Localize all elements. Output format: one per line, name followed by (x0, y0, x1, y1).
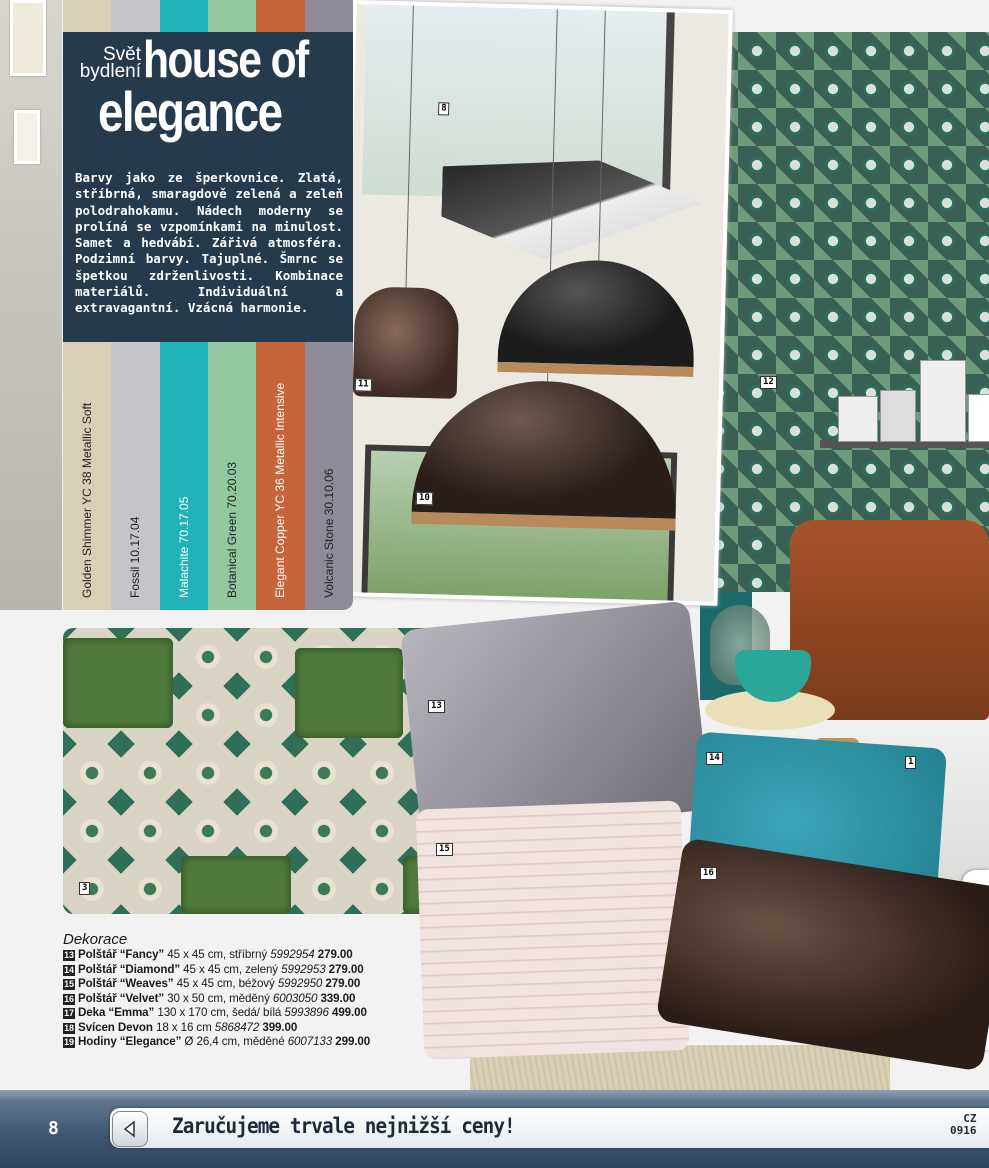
product-caption (63, 932, 423, 1050)
wall-shelf (820, 440, 989, 448)
product-code: 6007133 (287, 1035, 333, 1048)
product-name: Polštář “Fancy” (78, 948, 165, 961)
product-price: 399.00 (259, 1020, 298, 1034)
product-price: 279.00 (314, 948, 353, 961)
product-code: 5993896 (284, 1006, 329, 1019)
product-number: 13 (64, 950, 74, 960)
product-desc: 30 x 50 cm, měděný (164, 991, 273, 1005)
swatch-malachite: Malachite 70.17.05 (160, 342, 208, 610)
product-line (63, 1021, 423, 1036)
product-price: 279.00 (322, 977, 361, 990)
product-name: Hodiny “Elegance” (78, 1035, 182, 1048)
page-number: 8 (48, 1118, 59, 1139)
product-code: 5992954 (270, 948, 315, 961)
pillow-weaves (416, 800, 690, 1059)
leather-sofa (790, 520, 989, 720)
product-line (63, 948, 423, 963)
item-tag: 8 (438, 102, 450, 115)
product-price: 339.00 (317, 991, 356, 1005)
item-tag: 14 (706, 752, 723, 765)
product-name: Svícen Devon (78, 1020, 153, 1034)
product-line (63, 1035, 423, 1050)
triangle-left-icon (121, 1120, 139, 1138)
swatch-fossil: Fossil 10.17.04 (111, 342, 159, 610)
color-swatches (63, 342, 353, 610)
color-strip-top (63, 0, 353, 32)
product-number: 15 (64, 979, 74, 989)
swatch-volcanic-stone: Volcanic Stone 30.10.06 (305, 342, 353, 610)
product-line (63, 963, 423, 978)
product-desc: 45 x 45 cm, stříbrný (164, 948, 271, 961)
page-title-second-line: elegance (98, 80, 282, 143)
wallpaper-photo (700, 32, 989, 592)
item-tag: 3 (79, 882, 90, 895)
caption-heading: Dekorace (63, 931, 128, 948)
product-line (63, 977, 423, 992)
page-title: house of (143, 31, 308, 89)
product-list (63, 948, 423, 1050)
product-name: Deka “Emma” (78, 1006, 155, 1019)
product-code: 6003050 (272, 991, 318, 1005)
item-tag: 12 (760, 376, 777, 389)
product-name: Polštář “Diamond” (78, 962, 181, 976)
previous-page-button[interactable] (112, 1111, 148, 1147)
product-desc: 45 x 45 cm, béžový (173, 977, 278, 990)
swatch-botanical-green: Botanical Green 70.20.03 (208, 342, 256, 610)
product-name: Polštář “Weaves” (78, 977, 174, 990)
product-number: 17 (64, 1008, 74, 1018)
item-tag: 15 (436, 843, 453, 856)
product-name: Polštář “Velvet” (78, 991, 165, 1005)
large-dome-lamp (411, 378, 679, 531)
product-number: 19 (64, 1037, 74, 1047)
swatch-elegant-copper: Elegant Copper YC 36 Metallic Intensive (256, 342, 304, 610)
product-price: 299.00 (332, 1035, 371, 1048)
black-dome-lamp (497, 258, 696, 377)
intro-text: Barvy jako ze šperkovnice. Zlatá, stříbrná, smaragdově zelená a zeleň polodrahokamu. Nádech moderny se prolíná se vzpomínkami na minulost. Samet a hedvábí. Zářivá atmosféra. Podzimní barvy. Tajuplné. Šmrnc se špetkou zdrženlivosti. Kombinace materiálů. Individuální a extravagantní. Vzácná harmonie. (75, 170, 343, 316)
product-number: 18 (64, 1022, 74, 1033)
title-panel (63, 32, 353, 342)
pendant-lamps-photo (337, 0, 732, 606)
slogan: Zaručujeme trvale nejnižší ceny! (172, 1114, 515, 1138)
product-desc: 45 x 45 cm, zelený (180, 962, 282, 976)
product-number: 16 (64, 993, 74, 1004)
product-line (63, 992, 423, 1007)
product-desc: 130 x 170 cm, šedá/ bílá (154, 1006, 285, 1019)
item-tag: 1 (905, 756, 916, 769)
product-price: 499.00 (328, 1006, 367, 1019)
item-tag: 13 (428, 700, 445, 713)
swatch-golden-shimmer: Golden Shimmer YC 38 Metallic Soft (63, 342, 111, 610)
item-tag: 10 (416, 492, 433, 505)
product-code: 5992953 (281, 962, 326, 976)
product-code: 5992950 (277, 977, 323, 990)
product-desc: 18 x 16 cm (152, 1020, 215, 1034)
product-price: 279.00 (325, 962, 364, 976)
product-line (63, 1006, 423, 1021)
catalog-code: CZ 0916 (950, 1112, 977, 1137)
product-desc: Ø 26,4 cm, měděné (181, 1035, 288, 1048)
brand-logo: Svět bydlení (79, 44, 141, 82)
product-number: 14 (64, 964, 74, 975)
room-photo-left (0, 0, 62, 610)
product-code: 5868472 (214, 1020, 260, 1034)
item-tag: 16 (700, 867, 717, 880)
item-tag: 11 (355, 378, 372, 391)
